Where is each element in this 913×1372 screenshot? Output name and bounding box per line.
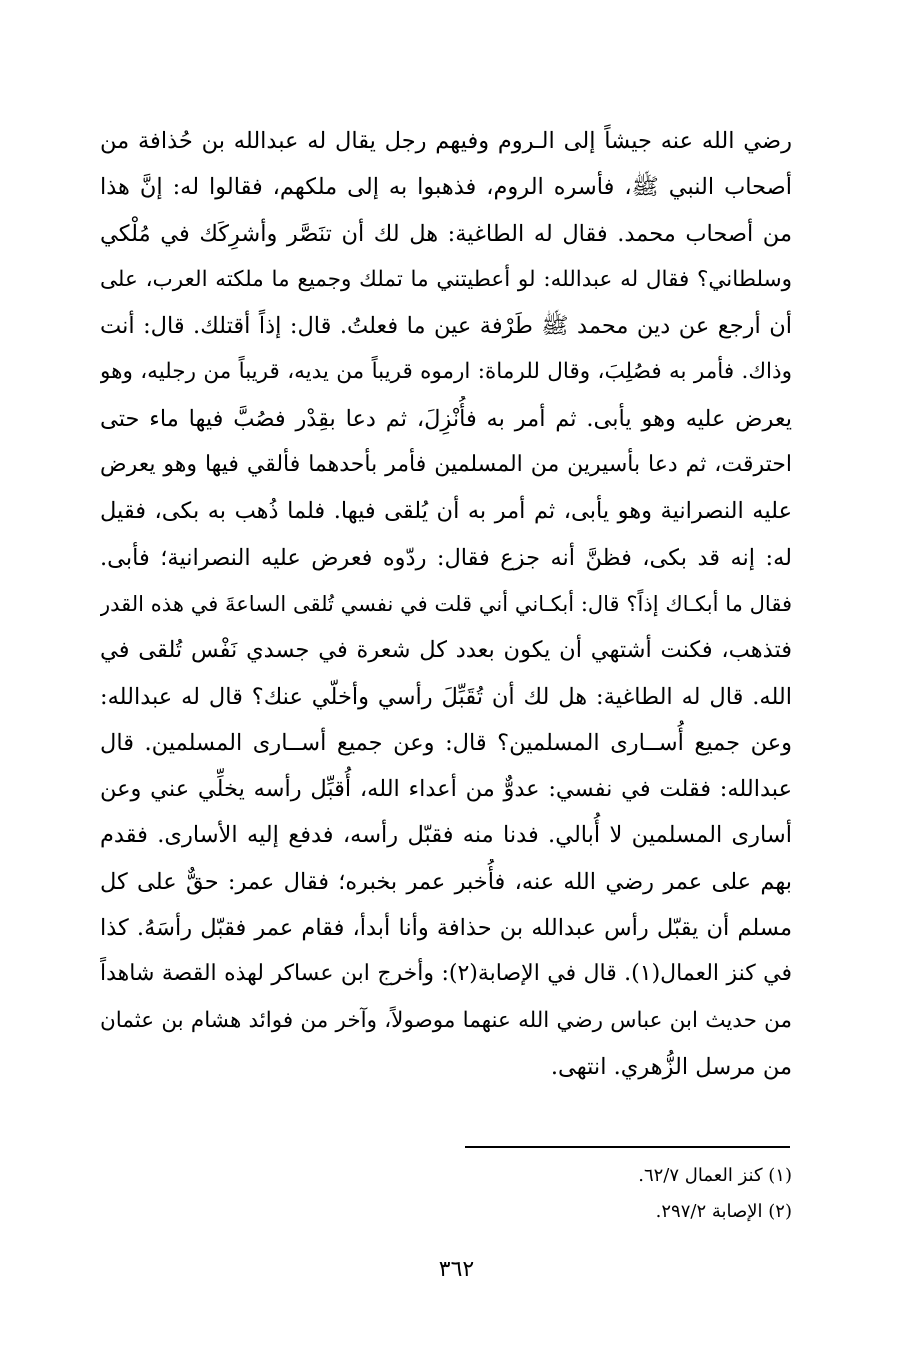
footnotes: [400, 1158, 792, 1230]
main-text: [100, 118, 792, 1090]
text-line-8: احترقت، ثم دعا بأسيرين من المسلمين فأمر بأحدهما فألقي فيها وهو يعرض: [100, 452, 792, 478]
text-line-12: فتذهب، فكنت أشتهي أن يكون بعدد كل شعرة في جسدي نَفْس تُلقى في: [100, 637, 792, 664]
text-line-13: الله. قال له الطاغية: هل لك أن تُقَبِّلَ رأسي وأخلّي عنك؟ قال له عبدالله:: [100, 683, 792, 710]
text-line-17: بهم على عمر رضي الله عنه، فأُخبر عمر بخبره؛ فقال عمر: حقٌّ على كل: [100, 868, 792, 895]
text-line-19: في كنز العمال(١). قال في الإصابة(٢): وأخرج ابن عساكر لهذه القصة شاهداً: [100, 961, 792, 987]
page-number: ٣٦٢: [438, 1257, 475, 1282]
text-line-20: من حديث ابن عباس رضي الله عنهما موصولاً، وآخر من فوائد هشام بن عثمان: [100, 1007, 792, 1033]
text-line-18: مسلم أن يقبّل رأس عبدالله بن حذافة وأنا أبدأ، فقام عمر فقبّل رأسَهُ. كذا: [100, 915, 792, 942]
text-line-1: رضي الله عنه جيشاً إلى الـروم وفيهم رجل يقال له عبدالله بن حُذافة من: [100, 128, 792, 154]
footnote-separator: [465, 1146, 790, 1148]
footnote-2: (٢) الإصابة ٢٩٧/٢.: [655, 1201, 792, 1222]
text-line-5: أن أرجع عن دين محمد ﷺ طَرْفة عين ما فعلتُ. قال: إذاً أقتلك. قال: أنت: [100, 313, 792, 340]
text-line-21: من مرسل الزُّهري. انتهى.: [550, 1053, 792, 1080]
text-line-15: عبدالله: فقلت في نفسي: عدوٌّ من أعداء الله، أُقبِّل رأسه يخلِّي عني وعن: [100, 776, 792, 803]
text-line-9: عليه النصرانية وهو يأبى، ثم أمر به أن يُلقى فيها. فلما ذُهب به بكى، فقيل: [100, 498, 792, 525]
footnote-1: (١) كنز العمال ٦٢/٧.: [638, 1165, 792, 1186]
text-line-6: وذاك. فأمر به فصُلِبَ، وقال للرماة: ارموه قريباً من يديه، قريباً من رجليه، وهو: [100, 359, 792, 385]
text-line-3: من أصحاب محمد. فقال له الطاغية: هل لك أن تنَصَّر وأشرِكَك في مُلْكي: [100, 220, 792, 247]
text-line-14: وعن جميع أُســارى المسلمين؟ قال: وعن جميع أســارى المسلمين. قال: [100, 729, 792, 756]
text-line-11: فقال ما أبكـاك إذاً؟ قال: أبكـاني أني قلت في نفسي تُلقى الساعةَ في هذه القدر: [100, 591, 792, 616]
text-line-4: وسلطاني؟ فقال له عبدالله: لو أعطيتني ما تملك وجميع ما ملكته العرب، على: [100, 266, 792, 292]
text-line-7: يعرض عليه وهو يأبى. ثم أمر به فأُنْزِلَ، ثم دعا بقِدْر فصُبَّ فيها ماء حتى: [100, 405, 792, 432]
text-line-2: أصحاب النبي ﷺ، فأسره الروم، فذهبوا به إلى ملكهم، فقالوا له: إنَّ هذا: [100, 174, 792, 201]
text-line-10: له: إنه قد بكى، فظنَّ أنه جزع فقال: ردّوه فعرض عليه النصرانية؛ فأبى.: [100, 544, 792, 571]
text-line-16: أسارى المسلمين لا أُبالي. فدنا منه فقبّل رأسه، فدفع إليه الأسارى. فقدم: [100, 822, 792, 849]
